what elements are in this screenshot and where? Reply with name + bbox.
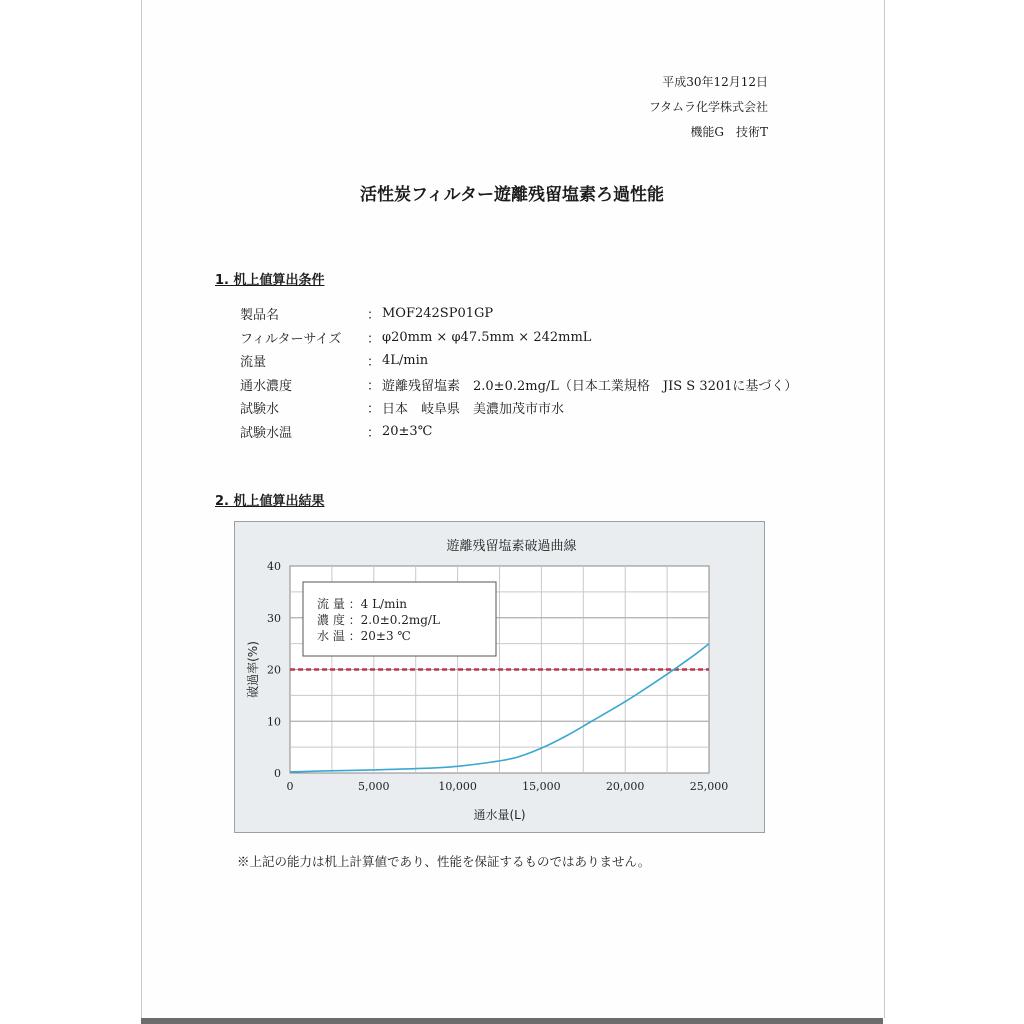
condition-colon: ：: [367, 425, 381, 441]
condition-value: 20±3℃: [382, 423, 433, 439]
condition-label: 試験水温: [240, 425, 293, 441]
chart-canvas: [235, 522, 764, 832]
y-tick-label: 40: [267, 560, 281, 573]
y-tick-label: 0: [274, 767, 281, 780]
x-tick-label: 5,000: [358, 780, 390, 793]
y-tick-label: 30: [267, 611, 281, 625]
breakthrough-chart: [234, 521, 765, 833]
section-heading-conditions: 1. 机上値算出条件: [215, 273, 325, 288]
condition-value: φ20mm × φ47.5mm × 242mmL: [382, 329, 592, 345]
department-name: 機能G 技術T: [690, 125, 768, 139]
condition-label: 試験水: [240, 402, 280, 418]
x-tick-label: 15,000: [522, 780, 561, 793]
condition-label: 通水濃度: [240, 378, 293, 394]
scan-margin: [0, 0, 140, 1024]
legend-line: 水 温 ：20±3 ℃: [317, 629, 411, 643]
legend-line: 流 量 ：4 L/min: [317, 597, 408, 611]
condition-colon: ：: [367, 402, 381, 418]
x-tick-label: 0: [286, 780, 294, 793]
scan-bottom-edge: [141, 1018, 883, 1024]
conditions-row: [240, 302, 797, 326]
y-tick-label: 10: [267, 715, 281, 729]
condition-colon: ：: [367, 355, 381, 371]
condition-label: 製品名: [240, 308, 280, 324]
conditions-row: [240, 349, 797, 373]
x-tick-label: 10,000: [438, 780, 477, 793]
chart-title: 遊離残留塩素破過曲線: [446, 539, 577, 554]
x-tick-label: 25,000: [689, 780, 729, 793]
company-name: フタムラ化学株式会社: [648, 100, 768, 114]
condition-value: 日本 岐阜県 美濃加茂市市水: [382, 402, 565, 418]
footnote: ※上記の能力は机上計算値であり、性能を保証するものではありません。: [237, 854, 651, 869]
condition-colon: ：: [367, 331, 381, 347]
conditions-row: [240, 373, 797, 397]
conditions-table: [240, 302, 797, 443]
condition-colon: ：: [367, 378, 381, 394]
x-tick-label: 20,000: [605, 780, 645, 793]
conditions-row: [240, 396, 797, 420]
condition-colon: ：: [367, 308, 381, 324]
document-header: [649, 70, 768, 145]
issue-date: 平成30年12月12日: [662, 75, 768, 89]
conditions-row: [240, 420, 797, 444]
legend-line: 濃 度 ：2.0±0.2mg/L: [317, 613, 440, 627]
y-tick-label: 20: [267, 663, 281, 677]
condition-label: フィルターサイズ: [240, 331, 342, 347]
y-axis-label: 破過率(%): [246, 641, 260, 698]
condition-value: 4L/min: [382, 353, 429, 369]
condition-label: 流量: [240, 355, 267, 371]
conditions-row: [240, 326, 797, 350]
condition-value: MOF242SP01GP: [382, 306, 494, 322]
x-axis-label: 通水量(L): [473, 808, 526, 822]
condition-value: 遊離残留塩素 2.0±0.2mg/L（日本工業規格 JIS S 3201に基づく）: [382, 378, 798, 394]
section-heading-results: 2. 机上値算出結果: [215, 494, 325, 509]
document-title: 活性炭フィルター遊離残留塩素ろ過性能: [360, 185, 664, 205]
